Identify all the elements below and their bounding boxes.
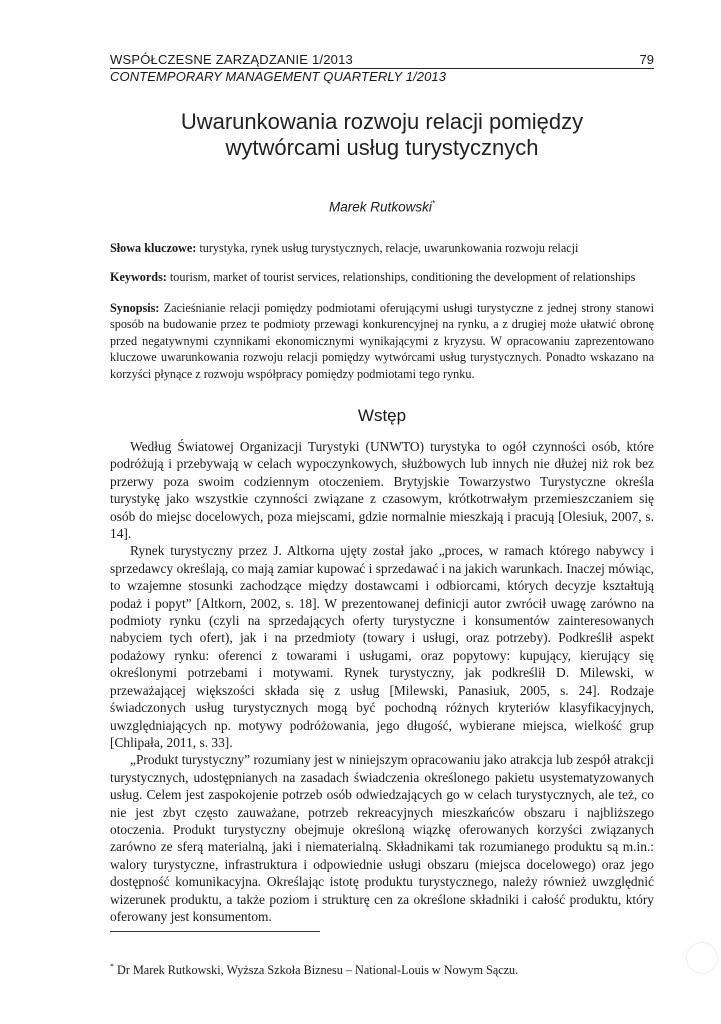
footnote-mark: * <box>110 962 114 971</box>
synopsis <box>110 300 654 383</box>
paragraph: „Produkt turystyczny” rozumiany jest w niniejszym opracowaniu jako atrakcja lub zespół atrakcji turystycznych, udostępnianych na zasadach świadczenia określonego pakietu usystematyzowanych usług. Celem jest zaspokojenie potrzeb osób odwiedzających go w celach turystycznych, ale też, co nie jest zbyt często zauważane, potrzeb rekreacyjnych mieszkańców obszaru i najbliższego otoczenia. Produkt turystyczny obejmuje określoną wiązkę oferowanych korzyści związanych zarówno ze sferą materialną, jaki i niematerialną. Składnikami tak rozumianego produktu są m.in.: walory turystyczne, infrastruktura i odpowiednie usługi obszaru (miejsca docelowego) oraz jego dostępność komunikacyjna. Określając istotę produktu turystycznego, należy również uwzględnić wizerunek produktu, a także poziom i strukturę cen za określone składniki i całość produktu, który oferowany jest konsumentom. <box>110 752 654 924</box>
footnote-rule <box>110 931 320 932</box>
article-title-line-2: wytwórcami usług turystycznych <box>225 135 539 160</box>
author-name: Marek Rutkowski <box>329 199 432 215</box>
synopsis-text: Zacieśnianie relacji pomiędzy podmiotami oferującymi usługi turystyczne z jednej strony stanowi sposób na budowanie przez te podmioty przewagi konkurencyjnej na rynku, a z drugiej może ułatwić obronę przed negatywnymi czynnikami ekonomicznymi wynikającymi z kryzysu. W opracowaniu zaprezentowano kluczowe uwarunkowania rozwoju relacji pomiędzy wytwórcami usług turystycznych. Ponadto wskazano na korzyści płynące z rozwoju współpracy pomiędzy podmiotami tego rynku. <box>110 300 654 381</box>
synopsis-label: Synopsis: <box>110 300 160 315</box>
keywords-en-label: Keywords: <box>110 270 167 284</box>
watermark-stamp <box>686 942 718 974</box>
keywords-pl-text: turystyka, rynek usług turystycznych, relacje, uwarunkowania rozwoju relacji <box>196 240 579 255</box>
keywords-en-text: tourism, market of tourist services, relationships, conditioning the development of relationships <box>166 270 636 284</box>
journal-title-pl: WSPÓŁCZESNE ZARZĄDZANIE 1/2013 <box>110 52 353 67</box>
page-number: 79 <box>639 52 654 67</box>
keywords-en <box>110 269 654 286</box>
article-title <box>110 109 654 161</box>
paragraph: Według Światowej Organizacji Turystyki (UNWTO) turystyka to ogół czynności osób, które podróżują i przebywają w celach wypoczynkowych, służbowych lub innych nie dłużej niż rok bez przerwy poza swoim codziennym otoczeniem. Brytyjskie Towarzystwo Turystyczne określa turystykę jako wszystkie czynności związane z czasowym, krótkotrwałym przemieszczaniem się osób do miejsc docelowych, poza miejscami, gdzie normalnie mieszkają i pracują [Olesiuk, 2007, s. 14]. <box>110 439 654 542</box>
author-footnote-mark: * <box>431 199 435 208</box>
page-body <box>110 52 654 925</box>
footnote-text: Dr Marek Rutkowski, Wyższa Szkoła Biznesu – National-Louis w Nowym Sączu. <box>114 963 519 978</box>
journal-title-en: CONTEMPORARY MANAGEMENT QUARTERLY 1/2013 <box>110 69 447 84</box>
article-title-line-1: Uwarunkowania rozwoju relacji pomiędzy <box>180 109 584 134</box>
author <box>110 196 654 216</box>
section-body <box>110 438 654 925</box>
footnote <box>110 959 654 978</box>
paragraph: Rynek turystyczny przez J. Altkorna ujęty został jako „proces, w ramach którego nabywcy i sprzedawcy określają, co mają zamiar kupować i sprzedawać i na jakich warunkach. Inaczej mówiąc, to wzajemne stosunki zachodzące między dostawcami i odbiorcami, których decyzje kształtują podaż i popyt” [Altkorn, 2002, s. 18]. W prezentowanej definicji autor zwrócił uwagę zarówno na podmioty rynku (czyli na sprzedających oferty turystyczne i konsumentów zainteresowanych nabyciem tych ofert), jak i na przedmioty (towary i usługi, oraz potrzeby). Podkreślił aspekt podażowy rynku: oferenci z towarami i usługami, oraz popytowy: kupujący, kierujący się określonymi potrzebami i motywami. Rynek turystyczny, jak podkreślił D. Milewski, w przeważającej większości składa się z usług [Milewski, Panasiuk, 2005, s. 24]. Rodzaje świadczonych usług turystycznych mogą być pochodną różnych kryteriów klasyfikacyjnych, uwzględniających np. motywy podróżowania, jego długość, wybierane miejsca, wielkość grup [Chlipała, 2011, s. 33]. <box>110 543 654 750</box>
section-heading: Wstęp <box>357 406 407 425</box>
keywords-pl-label: Słowa kluczowe: <box>110 240 197 255</box>
keywords-pl <box>110 240 654 257</box>
running-header <box>110 52 654 85</box>
